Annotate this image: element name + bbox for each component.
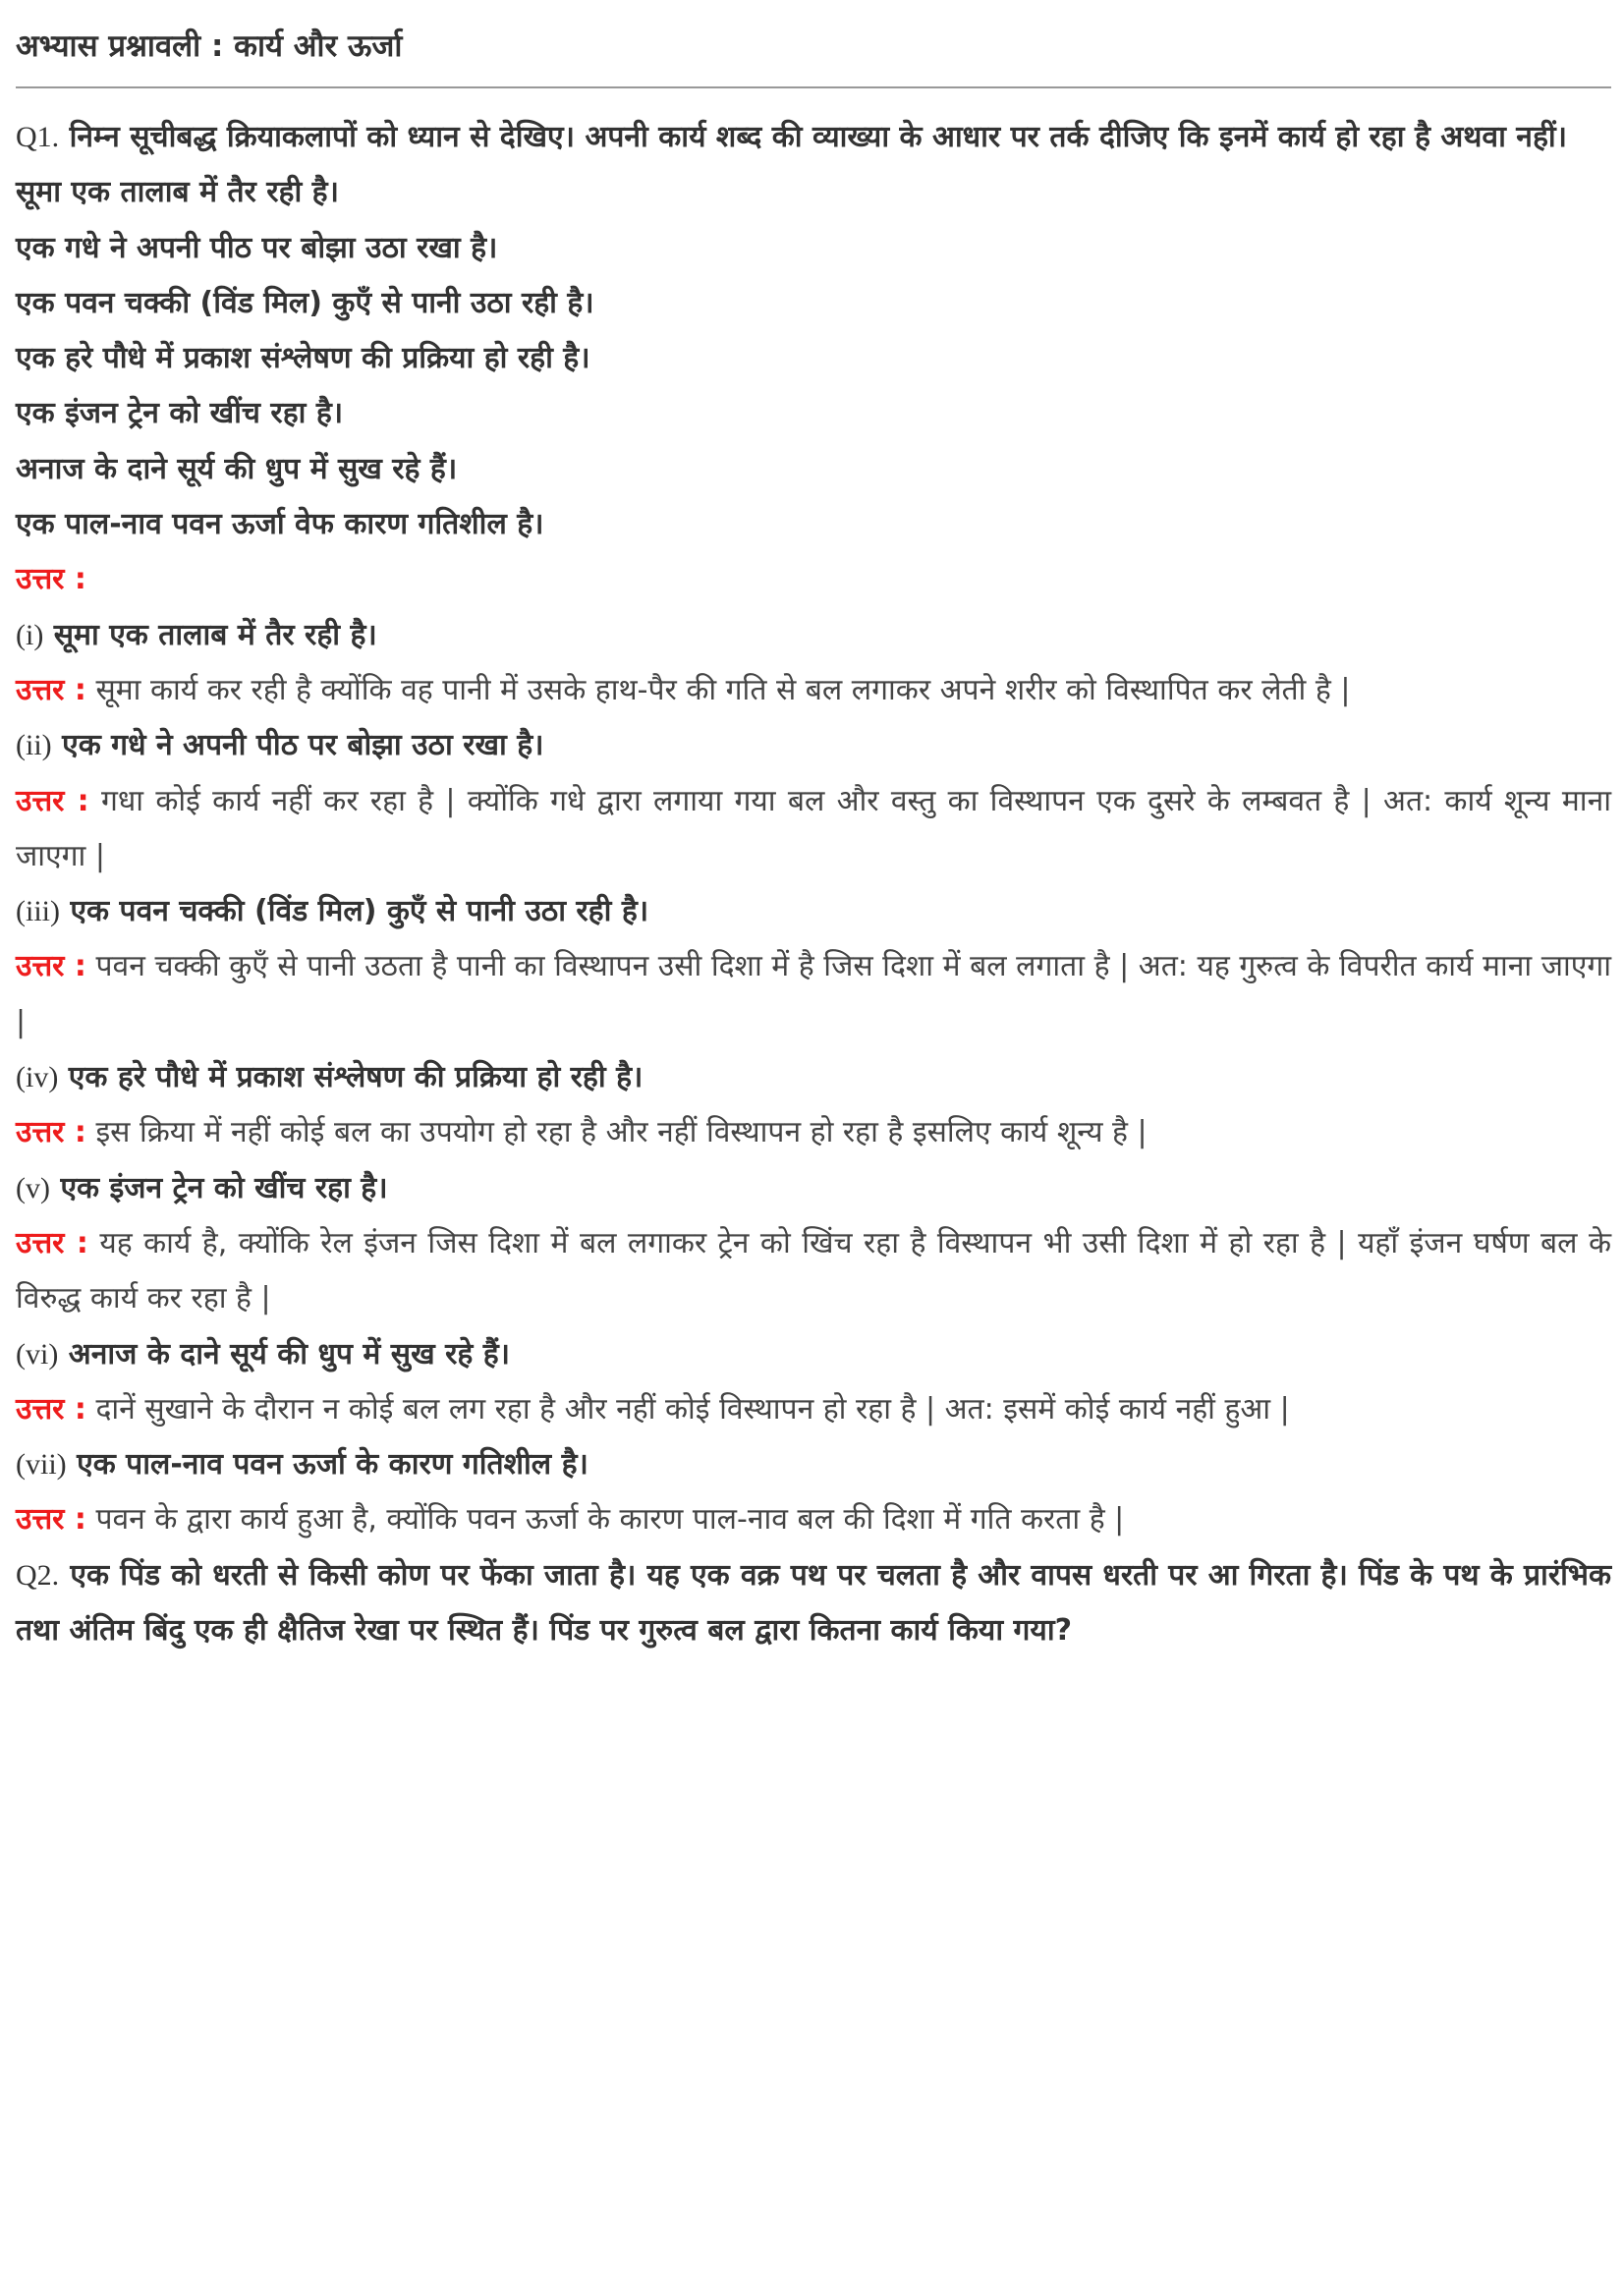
content (16, 110, 1611, 1658)
answer-question (16, 1161, 1611, 1216)
answer-label: उत्तर : (16, 672, 86, 707)
activity-item: एक इंजन ट्रेन को खींच रहा है। (16, 396, 344, 431)
activity-item: अनाज के दाने सूर्य की धुप में सुख रहे हैं। (16, 451, 458, 486)
answer-label: उत्तर : (16, 1391, 86, 1427)
answer-label: उत्तर : (16, 1115, 86, 1150)
answer-text-block (16, 1382, 1611, 1437)
activity-item: एक गधे ने अपनी पीठ पर बोझा उठा रखा है। (16, 230, 498, 265)
activity-list (16, 165, 1611, 552)
question-1 (16, 110, 1611, 165)
answers-list (16, 608, 1611, 1548)
item-number: (iii) (16, 895, 60, 928)
answer-label: उत्तर : (16, 1502, 86, 1538)
answer-question (16, 608, 1611, 663)
activity-item: एक हरे पौधे में प्रकाश संश्लेषण की प्रक्रिया हो रही है। (16, 341, 590, 376)
title-divider (16, 86, 1611, 88)
answer-text-block (16, 1492, 1611, 1547)
answer-text: पवन चक्की कुएँ से पानी उठता है पानी का विस्थापन उसी दिशा में है जिस दिशा में बल लगाता है | अत: यह गुरुत्व के विपरीत कार्य माना जाएगा | (16, 949, 1611, 1039)
answer-text-block (16, 774, 1611, 885)
answer-question (16, 1437, 1611, 1492)
answer-question (16, 884, 1611, 939)
answer-label: उत्तर : (16, 783, 89, 818)
question-2 (16, 1548, 1611, 1659)
item-number: (i) (16, 618, 44, 651)
item-number: (vii) (16, 1448, 67, 1482)
item-number: (ii) (16, 729, 52, 762)
item-number: (vi) (16, 1337, 59, 1371)
answer-text: पवन के द्वारा कार्य हुआ है, क्योंकि पवन ऊर्जा के कारण पाल-नाव बल की दिशा में गति करता है | (95, 1502, 1125, 1538)
activity-item: एक पाल-नाव पवन ऊर्जा वेफ कारण गतिशील है। (16, 507, 544, 542)
page-title: अभ्यास प्रश्नावली : कार्य और ऊर्जा (16, 28, 403, 64)
answer-text: इस क्रिया में नहीं कोई बल का उपयोग हो रहा है और नहीं विस्थापन हो रहा है इसलिए कार्य शून्य है | (95, 1115, 1148, 1150)
answer-text: सूमा कार्य कर रही है क्योंकि वह पानी में उसके हाथ-पैर की गति से बल लगाकर अपने शरीर को विस्थापित कर लेती है | (95, 672, 1351, 707)
answer-text: गधा कोई कार्य नहीं कर रहा है | क्योंकि गधे द्वारा लगाया गया बल और वस्तु का विस्थापन एक दुसरे के लम्बवत है | अत: कार्य शून्य माना जाएगा | (16, 783, 1611, 873)
answer-heading: उत्तर : (16, 562, 86, 597)
answer-text-block (16, 939, 1611, 1050)
question-label: Q1. (16, 121, 60, 153)
answer-question (16, 1050, 1611, 1105)
item-text: एक इंजन ट्रेन को खींच रहा है। (60, 1170, 388, 1205)
question-label: Q2. (16, 1558, 60, 1592)
answer-text-block (16, 1105, 1611, 1160)
item-text: एक गधे ने अपनी पीठ पर बोझा उठा रखा है। (62, 728, 544, 763)
item-number: (iv) (16, 1061, 59, 1094)
question-text: निम्न सूचीबद्ध क्रियाकलापों को ध्यान से देखिए। अपनी कार्य शब्द की व्याख्या के आधार पर तर्क दीजिए कि इनमें कार्य हो रहा है अथवा नहीं। (69, 120, 1568, 154)
answer-text-block (16, 663, 1611, 718)
answer-text-block (16, 1216, 1611, 1327)
answer-label: उत्तर : (16, 1225, 88, 1260)
item-number: (v) (16, 1171, 50, 1204)
item-text: एक हरे पौधे में प्रकाश संश्लेषण की प्रक्रिया हो रही है। (68, 1060, 644, 1095)
item-text: एक पाल-नाव पवन ऊर्जा के कारण गतिशील है। (77, 1447, 588, 1483)
item-text: अनाज के दाने सूर्य की धुप में सुख रहे हैं। (68, 1336, 511, 1371)
activity-item: सूमा एक तालाब में तैर रही है। (16, 175, 339, 210)
item-text: सूमा एक तालाब में तैर रही है। (53, 617, 377, 652)
item-text: एक पवन चक्की (विंड मिल) कुएँ से पानी उठा रही है। (70, 894, 649, 929)
answer-question (16, 1327, 1611, 1382)
answer-text: यह कार्य है, क्योंकि रेल इंजन जिस दिशा में बल लगाकर ट्रेन को खिंच रहा है विस्थापन भी उसी दिशा में हो रहा है | यहाँ इंजन घर्षण बल के विरुद्ध कार्य कर रहा है | (16, 1225, 1611, 1316)
answer-label: उत्तर : (16, 949, 86, 984)
answer-text: दानें सुखाने के दौरान न कोई बल लग रहा है और नहीं कोई विस्थापन हो रहा है | अत: इसमें कोई कार्य नहीं हुआ | (95, 1391, 1290, 1427)
question-text: एक पिंड को धरती से किसी कोण पर फेंका जाता है। यह एक वक्र पथ पर चलता है और वापस धरती पर आ गिरता है। पिंड के पथ के प्रारंभिक तथा अंतिम बिंदु एक ही क्षैतिज रेखा पर स्थित हैं। पिंड पर गुरुत्व बल द्वारा कितना कार्य किया गया? (16, 1557, 1611, 1649)
answer-question (16, 718, 1611, 773)
activity-item: एक पवन चक्की (विंड मिल) कुएँ से पानी उठा रही है। (16, 285, 594, 320)
